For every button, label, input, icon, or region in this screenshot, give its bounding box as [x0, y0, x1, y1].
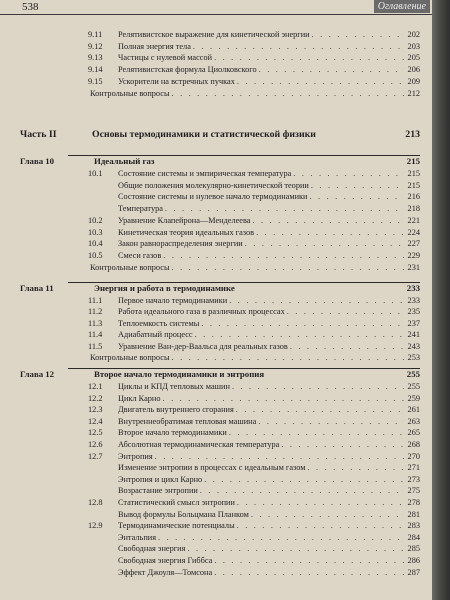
entry-title: Адиабатный процесс — [118, 330, 193, 340]
dot-leader — [195, 329, 404, 340]
toc-entry — [88, 227, 420, 238]
entry-page: 229 — [407, 250, 420, 260]
entry-page: 284 — [407, 532, 420, 542]
entry-page: 263 — [407, 416, 420, 426]
toc-entry — [88, 306, 420, 317]
dot-leader — [237, 76, 404, 87]
toc-entry — [88, 381, 420, 392]
toc-entry — [88, 295, 420, 306]
entry-page: 241 — [407, 330, 420, 340]
toc-entry — [88, 180, 420, 191]
entry-number: 12.9 — [88, 521, 103, 531]
entry-number: 10.5 — [88, 250, 103, 260]
page-number: 538 — [22, 1, 39, 13]
toc-entry — [88, 404, 420, 415]
chapter-label: Глава 11 — [20, 283, 54, 293]
entry-page: 216 — [407, 192, 420, 202]
toc-entry — [88, 416, 420, 427]
entry-page: 253 — [407, 353, 420, 362]
chapter-page: 233 — [406, 283, 420, 293]
dot-leader — [290, 341, 404, 352]
entry-number: 10.1 — [88, 169, 103, 178]
dot-leader — [214, 555, 404, 566]
entry-page: 227 — [407, 239, 420, 249]
entry-title: Релятивистская формула Циолковского — [118, 65, 257, 75]
entry-number: 10.4 — [88, 239, 103, 249]
chapter-12-heading — [20, 368, 420, 381]
toc-entry — [88, 329, 420, 340]
chapter-title: Энергия и работа в термодинамике — [94, 283, 235, 293]
entry-title: Абсолютная термодинамическая температура — [118, 440, 280, 449]
entry-page: 209 — [407, 76, 420, 86]
dot-leader — [163, 393, 404, 404]
entry-page: 215 — [407, 180, 420, 190]
entry-page: 265 — [407, 428, 420, 438]
entry-page: 202 — [407, 30, 420, 39]
toc-entry — [88, 427, 420, 438]
entry-number: 9.11 — [88, 30, 103, 39]
part-label: Часть II — [20, 129, 57, 140]
toc-entry — [88, 191, 420, 202]
dot-leader — [287, 306, 404, 317]
entry-number: 10.2 — [88, 215, 103, 225]
entry-number: 12.2 — [88, 393, 103, 403]
entry-title: Статистический смысл энтропии — [118, 498, 235, 507]
entry-title: Уравнение Ван-дер-Ваальса для реальных газов — [118, 341, 288, 351]
entry-title: Ускорители на встречных пучках — [118, 76, 235, 86]
entry-number: 11.1 — [88, 296, 103, 305]
entry-number: 9.13 — [88, 53, 103, 63]
entry-page: 273 — [407, 474, 420, 484]
entry-title: Вывод формулы Больцмана Планком — [118, 509, 249, 519]
toc-entry — [88, 52, 420, 63]
entry-title: Полная энергия тела — [118, 41, 191, 51]
entry-number: 12.1 — [88, 382, 103, 391]
entry-page: 224 — [407, 227, 420, 237]
entry-title: Температура — [118, 204, 163, 214]
dot-leader — [236, 404, 404, 415]
entry-page: 233 — [407, 296, 420, 305]
entry-title: Возрастание энтропии — [118, 486, 198, 496]
toc-entry — [88, 215, 420, 226]
entry-title: Энтропия и цикл Карно — [118, 474, 203, 484]
page-header — [0, 0, 432, 15]
toc-entry — [88, 168, 420, 179]
entry-page: 205 — [407, 53, 420, 63]
dot-leader — [165, 203, 404, 214]
chapter-page: 215 — [406, 156, 420, 166]
entry-title: Контрольные вопросы — [90, 88, 170, 98]
dot-leader — [259, 64, 404, 75]
toc-entry — [88, 64, 420, 75]
entry-page: 268 — [407, 440, 420, 449]
toc-entry — [88, 393, 420, 404]
dot-leader — [252, 215, 404, 226]
dot-leader — [237, 497, 404, 508]
toc-entry — [88, 555, 420, 566]
dot-leader — [256, 227, 404, 238]
toc-entry — [88, 509, 420, 520]
dot-leader — [258, 416, 404, 427]
entry-page: 259 — [407, 393, 420, 403]
part-heading — [20, 128, 420, 142]
entry-number: 11.5 — [88, 341, 103, 351]
entry-title: Изменение энтропии в процессах с идеальным газом — [118, 463, 306, 473]
toc-entry — [88, 462, 420, 473]
chapter-title: Идеальный газ — [94, 156, 155, 166]
dot-leader — [187, 543, 404, 554]
dot-leader — [201, 318, 404, 329]
toc-entry — [88, 203, 420, 214]
chapter-10-heading — [20, 155, 420, 168]
toc-entry — [88, 41, 420, 52]
chapter-page: 255 — [406, 369, 420, 379]
entry-page: 271 — [407, 463, 420, 473]
entry-page: 206 — [407, 65, 420, 75]
dot-leader — [245, 238, 404, 249]
dot-leader — [214, 567, 404, 578]
entry-number: 9.12 — [88, 41, 103, 51]
toc-entry — [88, 262, 420, 273]
entry-title: Свободная энергия — [118, 544, 186, 554]
entry-title: Энтропия — [118, 451, 153, 461]
dot-leader — [214, 52, 404, 63]
entry-page: 275 — [407, 486, 420, 496]
entry-number: 11.2 — [88, 307, 103, 317]
entry-title: Двигатель внутреннего сгорания — [118, 405, 234, 415]
entry-title: Работа идеального газа в различных процессах — [118, 307, 285, 317]
entry-title: Эффект Джоуля—Томсона — [118, 567, 213, 577]
dot-leader — [172, 88, 404, 99]
chapter-label: Глава 10 — [20, 156, 55, 166]
part-title: Основы термодинамики и статистической физики — [92, 129, 316, 140]
toc-entry — [88, 318, 420, 329]
entry-page: 221 — [407, 215, 420, 225]
entry-title: Смеси газов — [118, 250, 162, 260]
toc-entry — [88, 250, 420, 261]
dot-leader — [204, 474, 404, 485]
toc-entry — [88, 520, 420, 531]
toc-entry — [88, 439, 420, 450]
entry-number: 12.3 — [88, 405, 103, 415]
entry-title: Состояние системы и нулевое начало термодинамики — [118, 192, 308, 202]
entry-number: 12.8 — [88, 498, 103, 507]
entry-title: Циклы и КПД тепловых машин — [118, 382, 230, 391]
dot-leader — [293, 168, 404, 179]
entry-page: 215 — [407, 169, 420, 178]
entry-number: 12.4 — [88, 416, 103, 426]
toc-entry — [88, 532, 420, 543]
entry-number: 12.6 — [88, 440, 103, 449]
entry-number: 9.15 — [88, 76, 103, 86]
running-head: Оглавление — [374, 0, 430, 13]
entry-page: 287 — [407, 567, 420, 577]
chapter-11-heading — [20, 282, 420, 295]
dot-leader — [251, 509, 404, 520]
chapter-title: Второе начало термодинамики и энтропия — [94, 369, 265, 379]
toc-entry — [88, 29, 420, 40]
part-page: 213 — [405, 129, 420, 140]
dot-leader — [312, 29, 404, 40]
entry-title: Второе начало термодинамики — [118, 428, 227, 438]
entry-page: 278 — [407, 498, 420, 507]
entry-title: Общие положения молекулярно-кинетической теории — [118, 180, 309, 190]
entry-title: Кинетическая теория идеальных газов — [118, 227, 255, 237]
entry-page: 203 — [407, 41, 420, 51]
dot-leader — [310, 191, 405, 202]
entry-page: 231 — [407, 262, 420, 272]
entry-page: 261 — [407, 405, 420, 415]
dot-leader — [232, 381, 404, 392]
entry-number: 9.14 — [88, 65, 103, 75]
toc-entry — [88, 451, 420, 462]
dot-leader — [229, 295, 404, 306]
entry-title: Свободная энергия Гиббса — [118, 556, 213, 565]
book-spine-edge — [432, 0, 450, 600]
dot-leader — [311, 180, 404, 191]
toc-entry — [88, 76, 420, 87]
entry-title: Внутреннеобратимая тепловая машина — [118, 416, 257, 426]
toc-entry — [88, 352, 420, 363]
entry-page: 270 — [407, 451, 420, 461]
dot-leader — [172, 262, 404, 273]
entry-number: 12.7 — [88, 451, 103, 461]
toc-entry — [88, 497, 420, 508]
toc-entry — [88, 543, 420, 554]
dot-leader — [281, 439, 404, 450]
entry-number: 12.5 — [88, 428, 103, 438]
entry-page: 283 — [407, 521, 420, 531]
entry-title: Термодинамические потенциалы — [118, 521, 235, 531]
entry-title: Уравнение Клапейрона—Менделеева — [118, 215, 251, 225]
dot-leader — [200, 485, 404, 496]
entry-page: 212 — [407, 88, 420, 98]
entry-title: Энтальпия — [118, 532, 157, 542]
entry-page: 255 — [407, 382, 420, 391]
toc-entry — [88, 485, 420, 496]
chapter-label: Глава 12 — [20, 369, 55, 379]
dot-leader — [163, 250, 404, 261]
entry-page: 235 — [407, 307, 420, 317]
entry-title: Контрольные вопросы — [90, 353, 170, 362]
dot-leader — [158, 532, 404, 543]
entry-page: 285 — [407, 544, 420, 554]
toc-entry — [88, 474, 420, 485]
entry-title: Релятивистское выражение для кинетической энергии — [118, 30, 310, 39]
entry-title: Закон равнораспределения энергии — [118, 239, 243, 249]
entry-page: 286 — [407, 556, 420, 565]
dot-leader — [155, 451, 404, 462]
dot-leader — [237, 520, 404, 531]
dot-leader — [229, 427, 404, 438]
entry-page: 243 — [407, 341, 420, 351]
toc-entry — [88, 341, 420, 352]
entry-title: Состояние системы и эмпирическая температура — [118, 169, 292, 178]
entry-page: 281 — [407, 509, 420, 519]
entry-page: 218 — [407, 204, 420, 214]
toc-entry — [88, 238, 420, 249]
entry-title: Контрольные вопросы — [90, 262, 170, 272]
dot-leader — [193, 41, 404, 52]
entry-number: 10.3 — [88, 227, 103, 237]
entry-title: Теплоемкость системы — [118, 318, 200, 328]
entry-title: Цикл Карно — [118, 393, 161, 403]
entry-number: 11.3 — [88, 318, 103, 328]
entry-number: 11.4 — [88, 330, 103, 340]
dot-leader — [172, 352, 404, 363]
dot-leader — [307, 462, 404, 473]
entry-page: 237 — [407, 318, 420, 328]
toc-entry — [88, 88, 420, 99]
toc-entry — [88, 567, 420, 578]
entry-title: Первое начало термодинамики — [118, 296, 228, 305]
entry-title: Частицы с нулевой массой — [118, 53, 213, 63]
